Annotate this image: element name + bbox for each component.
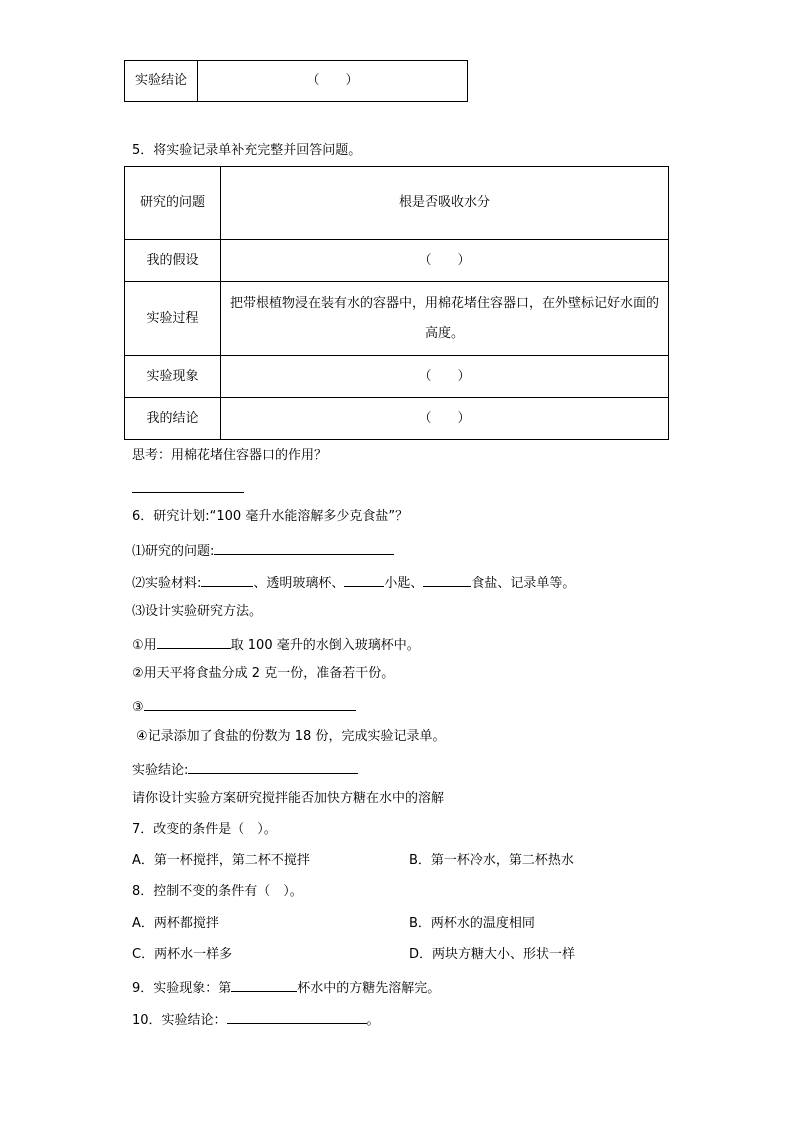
q5-row-label: 实验现象 xyxy=(125,356,221,398)
blank-material-2[interactable] xyxy=(344,572,384,587)
q8-option-b[interactable]: B．两杯水的温度相同 xyxy=(409,916,535,931)
top-table-label: 实验结论 xyxy=(125,61,198,102)
blank-step3[interactable] xyxy=(144,696,356,711)
q6-step3: ③ xyxy=(132,696,356,717)
q5-row-label: 我的假设 xyxy=(125,240,221,282)
q5-answer-line[interactable] xyxy=(132,492,244,493)
blank-research-question[interactable] xyxy=(214,540,394,555)
q6-step4: ④记录添加了食盐的份数为 18 份，完成实验记录单。 xyxy=(136,729,446,744)
q10: 10．实验结论： 。 xyxy=(132,1009,380,1030)
blank-q10-conclusion[interactable] xyxy=(227,1009,367,1024)
q7-title: 7．改变的条件是（ ）。 xyxy=(132,822,277,837)
q5-row-label: 实验过程 xyxy=(125,282,221,356)
blank-material-1[interactable] xyxy=(201,572,253,587)
top-table-value: （ ） xyxy=(198,61,468,102)
q5-row-value: （ ） xyxy=(221,356,669,398)
blank-material-3[interactable] xyxy=(423,572,471,587)
q9: 9．实验现象：第 杯水中的方糖先溶解完。 xyxy=(132,977,440,998)
q6-conclusion: 实验结论: xyxy=(132,759,358,780)
q5-row-value: （ ） xyxy=(221,398,669,440)
q5-row-label: 我的结论 xyxy=(125,398,221,440)
q5-title: 5．将实验记录单补充完整并回答问题。 xyxy=(132,143,362,158)
q5-row-value: 根是否吸收水分 xyxy=(221,167,669,240)
q6-title: 6．研究计划:“100 毫升水能溶解多少克食盐”？ xyxy=(132,509,409,524)
q6-step2: ②用天平将食盐分成 2 克一份，准备若干份。 xyxy=(132,666,395,681)
q6-step1: ①用 取 100 毫升的水倒入玻璃杯中。 xyxy=(132,634,420,655)
q5-row-value: 把带根植物浸在装有水的容器中，用棉花堵住容器口，在外壁标记好水面的高度。 xyxy=(221,282,669,356)
blank-tool[interactable] xyxy=(157,634,231,649)
q5-row-label: 研究的问题 xyxy=(125,167,221,240)
blank-conclusion[interactable] xyxy=(188,759,358,774)
q8-option-a[interactable]: A．两杯都搅拌 xyxy=(132,916,219,931)
top-table xyxy=(124,60,468,102)
q6-item2: ⑵实验材料: 、透明玻璃杯、 小匙、 食盐、记录单等。 xyxy=(132,572,575,593)
q7-option-b[interactable]: B．第一杯冷水，第二杯热水 xyxy=(409,853,574,868)
q6-item1: ⑴研究的问题: xyxy=(132,540,394,561)
q5-think: 思考：用棉花堵住容器口的作用？ xyxy=(132,448,328,463)
q8-option-d[interactable]: D．两块方糖大小、形状一样 xyxy=(409,947,576,962)
experiment-intro: 请你设计实验方案研究搅拌能否加快方糖在水中的溶解 xyxy=(132,791,445,806)
q6-item3: ⑶设计实验研究方法。 xyxy=(132,604,263,619)
q8-option-c[interactable]: C．两杯水一样多 xyxy=(132,947,233,962)
q7-option-a[interactable]: A．第一杯搅拌，第二杯不搅拌 xyxy=(132,853,310,868)
q8-title: 8．控制不变的条件有（ ）。 xyxy=(132,884,303,899)
q5-record-table xyxy=(124,166,669,440)
blank-cup-number[interactable] xyxy=(231,977,297,992)
q5-row-value: （ ） xyxy=(221,240,669,282)
